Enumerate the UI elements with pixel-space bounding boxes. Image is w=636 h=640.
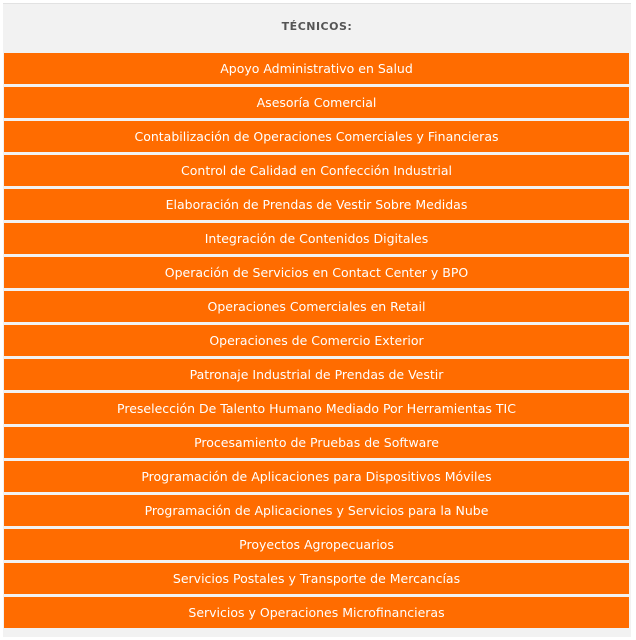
program-link[interactable]: Programación de Aplicaciones para Dispositivos Móviles bbox=[4, 461, 629, 492]
program-list bbox=[4, 53, 629, 631]
program-link[interactable]: Integración de Contenidos Digitales bbox=[4, 223, 629, 254]
program-link[interactable]: Programación de Aplicaciones y Servicios para la Nube bbox=[4, 495, 629, 526]
section-heading: TÉCNICOS: bbox=[281, 20, 353, 33]
tecnicos-panel bbox=[3, 3, 631, 637]
program-link[interactable]: Patronaje Industrial de Prendas de Vestir bbox=[4, 359, 629, 390]
program-link[interactable]: Proyectos Agropecuarios bbox=[4, 529, 629, 560]
program-link[interactable]: Operaciones Comerciales en Retail bbox=[4, 291, 629, 322]
program-link[interactable]: Operaciones de Comercio Exterior bbox=[4, 325, 629, 356]
program-link[interactable]: Apoyo Administrativo en Salud bbox=[4, 53, 629, 84]
program-link[interactable]: Control de Calidad en Confección Industrial bbox=[4, 155, 629, 186]
program-link[interactable]: Asesoría Comercial bbox=[4, 87, 629, 118]
program-link[interactable]: Preselección De Talento Humano Mediado Por Herramientas TIC bbox=[4, 393, 629, 424]
program-link[interactable]: Servicios Postales y Transporte de Mercancías bbox=[4, 563, 629, 594]
program-link[interactable]: Procesamiento de Pruebas de Software bbox=[4, 427, 629, 458]
program-link[interactable]: Servicios y Operaciones Microfinancieras bbox=[4, 597, 629, 628]
program-link[interactable]: Operación de Servicios en Contact Center y BPO bbox=[4, 257, 629, 288]
program-link[interactable]: Contabilización de Operaciones Comerciales y Financieras bbox=[4, 121, 629, 152]
program-link[interactable]: Elaboración de Prendas de Vestir Sobre Medidas bbox=[4, 189, 629, 220]
